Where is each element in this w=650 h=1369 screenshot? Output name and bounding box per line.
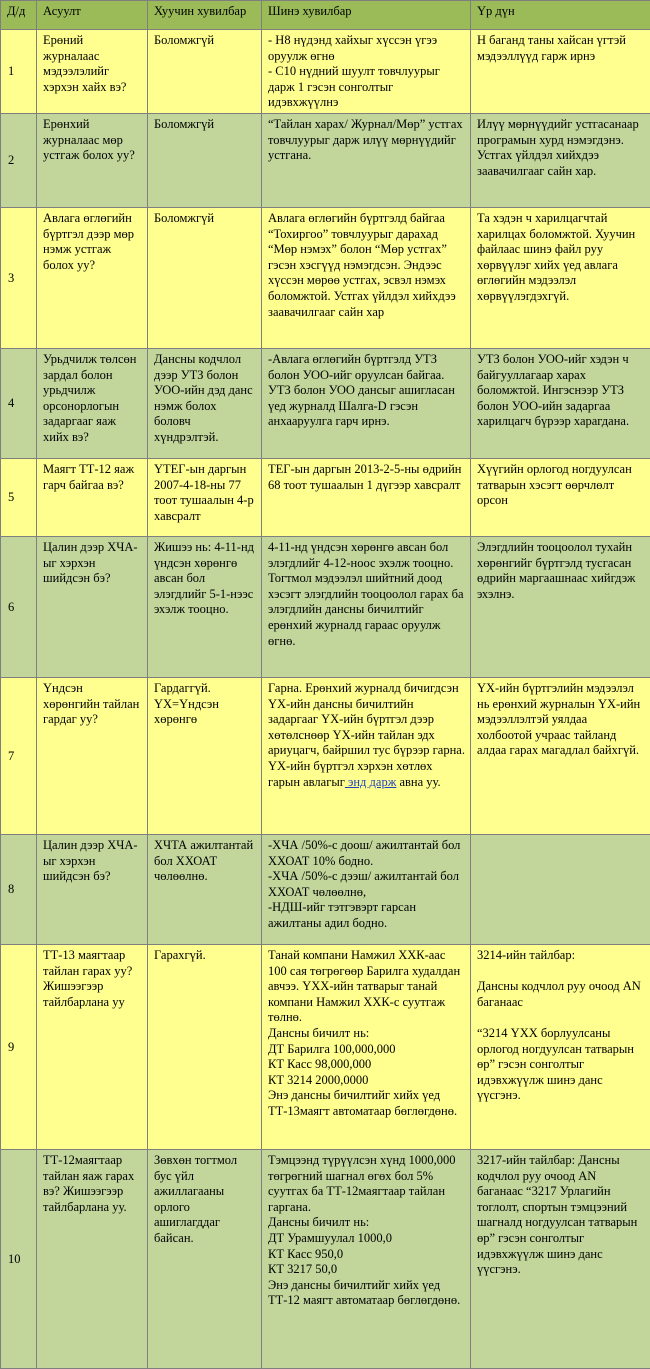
header-question: Асуулт [37, 1, 148, 30]
table-header-row [1, 1, 650, 30]
old-version-cell: ҮТЕГ-ын даргын 2007-4-18-ны 77 тоот тушаалын 4-р хавсралт [148, 458, 262, 536]
table-row [1, 30, 650, 114]
table-row [1, 536, 650, 677]
new-version-cell: 4-11-нд үндсэн хөрөнгө авсан бол элэгдлийг 4-12-ноос эхэлж тооцно. Тогтмол мэдээлэл шийтний доод хэсэгт элэгдлийн тооцоолол гарах ба элэгдлийн дансны бичилтийг ерөнхий журналд гараас оруулж өгнө. [262, 536, 471, 677]
old-version-cell: Боломжгүй [148, 30, 262, 114]
result-cell: УТЗ болон УОО-ийг хэдэн ч байгууллагаар харах боломжтой. Ингэснээр УТЗ болон УОО-ийн задаргаа харилцагч бүрээр харагдана. [471, 348, 650, 458]
table-row [1, 944, 650, 1149]
row-number: 7 [1, 677, 37, 834]
row-number: 4 [1, 348, 37, 458]
header-result: Үр дүн [471, 1, 650, 30]
new-version-cell: Авлага өглөгийн бүртгэлд байгаа “Тохиргоо” товчлуурыг дарахад “Мөр нэмэх” болон “Мөр устгах” гэсэн хэсгүүд нэмэгдсэн. Эндээс хүссэн мөрөө устгах, эсвэл нэмэх боломжтой. Устгах үйлдэл хийхдээ заавачилгааг сайн хар [262, 207, 471, 348]
row-number: 10 [1, 1149, 37, 1368]
old-version-cell: ХЧТА ажилтантай бол ХХОАТ чөлөөлнө. [148, 834, 262, 944]
question-cell: Ерөний журналаас мэдээлэлийг хэрхэн хайх вэ? [37, 30, 148, 114]
user-guide-link[interactable]: энд дарж [345, 775, 396, 789]
table-row [1, 348, 650, 458]
result-cell: Та хэдэн ч харилцагчтай харилцах боломжтой. Хуучин файлаас шинэ файл руу хөрвүүлэг хийх үед авлага өглөгийн мэдээлэл хөрвүүлэгдэхгүй. [471, 207, 650, 348]
result-cell: ҮХ-ийн бүртгэлийн мэдээлэл нь ерөнхий журналын ҮХ-ийн мэдээллэлтэй уялдаа холбоотой учраас тайланд алдаа гарах магадлал байхгүй. [471, 677, 650, 834]
header-old-version: Хуучин хувилбар [148, 1, 262, 30]
row-number: 8 [1, 834, 37, 944]
new-version-cell: - H8 нүдэнд хайхыг хүссэн үгээ оруулж өгнө - C10 нүдний шуулт товчлуурыг дарж 1 гэсэн сонголтыг идэвхжүүлнэ [262, 30, 471, 114]
question-cell: ТТ-12маягтаар тайлан яаж гарах вэ? Жишээгээр тайлбарлана уу. [37, 1149, 148, 1368]
table-row [1, 458, 650, 536]
old-version-cell: Боломжгүй [148, 207, 262, 348]
row-number: 2 [1, 113, 37, 207]
question-cell: ТТ-13 маягтаар тайлан гарах уу? Жишээгээр тайлбарлана уу [37, 944, 148, 1149]
question-cell: Ерөнхий журналаас мөр устгаж болох уу? [37, 113, 148, 207]
table-row [1, 1149, 650, 1368]
new-version-cell: -Авлага өглөгийн бүртгэлд УТЗ болон УОО-ийг оруулсан байгаа. УТЗ болон УОО дансыг ашигласан үед журналд Шалга-D гэсэн анхааруулга гарч ирнэ. [262, 348, 471, 458]
result-cell [471, 834, 650, 944]
table-row [1, 207, 650, 348]
old-version-cell: Зөвхөн тогтмол бус үйл ажиллагааны орлого ашиглагддаг байсан. [148, 1149, 262, 1368]
new-version-cell: Танай компани Намжил ХХК-аас 100 сая төгрөгөөр Барилга худалдан авчээ. ҮХХ-ийн татварыг танай компани Намжил ХХК-с суутгаж төлнө. Дансны бичилт нь: ДТ Барилга 100,000,000 КТ Касс 98,000,000 КТ 3214 2000,0000 Энэ дансны бичилтийг хийх үед ТТ-13маягт автоматаар бөглөгдөнө. [262, 944, 471, 1149]
old-version-cell: Жишээ нь: 4-11-нд үндсэн хөрөнгө авсан бол элэгдлийг 5-1-нээс эхэлж тооцно. [148, 536, 262, 677]
new-version-cell: ТЕГ-ын даргын 2013-2-5-ны өдрийн 68 тоот тушаалын 1 дүгээр хавсралт [262, 458, 471, 536]
row-number: 9 [1, 944, 37, 1149]
old-version-cell: Гарахгүй. [148, 944, 262, 1149]
question-cell: Цалин дээр ХЧА-ыг хэрхэн шийдсэн бэ? [37, 834, 148, 944]
result-cell: Илүү мөрнүүдийг устгасанаар програмын хурд нэмэгдэнэ. Устгах үйлдэл хийхдээ заавачилгааг сайн хар. [471, 113, 650, 207]
result-cell: Хүүгийн орлогод ногдуулсан татварын хэсэгт өөрчлөлт орсон [471, 458, 650, 536]
header-num: Д/д [1, 1, 37, 30]
result-cell: 3217-ийн тайлбар: Дансны кодчлол руу очоод AN баганаас “3217 Урлагийн тоглолт, спортын тэмцээний шагналд ногдуулсан татварын өр” гэсэн сонголтыг идэвхжүүлж шинэ данс үүсгэнэ. [471, 1149, 650, 1368]
row-number: 3 [1, 207, 37, 348]
new-version-cell: Гарна. Ерөнхий журналд бичигдсэн ҮХ-ийн дансны бичилтийн задаргааг ҮХ-ийн бүртгэл дээр хөтөлснөөр ҮХ-ийн тайлан эдх ариуцагч, байршил тус бүрээр гарна. ҮХ-ийн бүртгэл хэрхэн хөтлөх гарын авлагыг энд дарж авна уу. [262, 677, 471, 834]
row-number: 1 [1, 30, 37, 114]
result-cell: Элэгдлийн тооцоолол тухайн хөрөнгийг бүртгэлд тусгасан өдрийн маргаашнаас хийгдэж эхэлнэ. [471, 536, 650, 677]
header-new-version: Шинэ хувилбар [262, 1, 471, 30]
question-cell: Урьдчилж төлсөн зардал болон урьдчилж орсонорлогын задаргааг яаж хийх вэ? [37, 348, 148, 458]
question-cell: Үндсэн хөрөнгийн тайлан гардаг уу? [37, 677, 148, 834]
result-cell: Н баганд таны хайсан үгтэй мэдээллүүд гарж ирнэ [471, 30, 650, 114]
row-number: 6 [1, 536, 37, 677]
old-version-cell: Дансны кодчлол дээр УТЗ болон УОО-ийн дэд данс нэмж болох боловч хүндрэлтэй. [148, 348, 262, 458]
table-row [1, 113, 650, 207]
table-row [1, 677, 650, 834]
question-cell: Авлага өглөгийн бүртгэл дээр мөр нэмж устгаж болох уу? [37, 207, 148, 348]
result-cell: 3214-ийн тайлбар: Дансны кодчлол руу очоод AN баганаас “3214 ҮХХ борлуулсаны орлогод ногдуулсан татварын өр” гэсэн сонголтыг идэвхжүүлж шинэ данс үүсгэнэ. [471, 944, 650, 1149]
old-version-cell: Гардаггүй. ҮХ=Үндсэн хөрөнгө [148, 677, 262, 834]
old-version-cell: Боломжгүй [148, 113, 262, 207]
new-version-cell: “Тайлан харах/ Журнал/Мөр” устгах товчлуурыг дарж илүү мөрнүүдийг устгана. [262, 113, 471, 207]
question-cell: Маягт ТТ-12 яаж гарч байгаа вэ? [37, 458, 148, 536]
table-row [1, 834, 650, 944]
question-cell: Цалин дээр ХЧА-ыг хэрхэн шийдсэн бэ? [37, 536, 148, 677]
new-version-cell: Тэмцээнд түрүүлсэн хүнд 1000,000 төгрөгний шагнал өгөх бол 5% суутгах ба ТТ-12маягтаар тайлан гаргана. Дансны бичилт нь: ДТ Урамшуулал 1000,0 КТ Касс 950,0 КТ 3217 50,0 Энэ дансны бичилтийг хийх үед ТТ-12 маягт автоматаар бөглөгдөнө. [262, 1149, 471, 1368]
new-version-cell: -ХЧА /50%-с доош/ ажилтантай бол ХХОАТ 10% бодно. -ХЧА /50%-с дээш/ ажилтантай бол ХХОАТ чөлөөлнө, -НДШ-ийг тэтгэвэрт гарсан ажилтаны адил бодно. [262, 834, 471, 944]
row-number: 5 [1, 458, 37, 536]
